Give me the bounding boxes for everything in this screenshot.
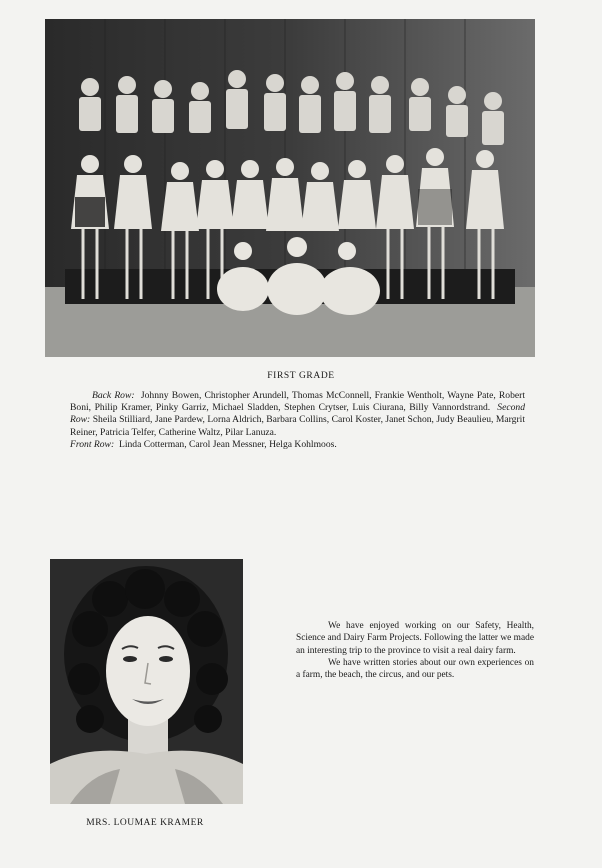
front-row-names: Linda Cotterman, Carol Jean Messner, Helga Kohlmoos. <box>118 438 337 450</box>
class-note <box>296 620 534 681</box>
class-roster <box>70 390 525 451</box>
class-note-paragraph-1: We have enjoyed working on our Safety, Health, Science and Dairy Farm Projects. Following the latter we made an interesting trip to the province to visit a real dairy farm. <box>296 621 534 656</box>
class-note-paragraph-2: We have written stories about our own experiences on a farm, the beach, the circus, and our pets. <box>296 657 534 681</box>
second-row-names: Sheila Stilliard, Jane Pardew, Lorna Aldrich, Barbara Collins, Carol Koster, Janet Schon, Judy Beaulieu, Margrit Reiner, Patricia Telfer, Catherine Waltz, Pilar Lanuza. <box>70 414 525 438</box>
second-row-label: Second Row: <box>70 402 525 426</box>
teacher-portrait <box>50 559 243 804</box>
class-group-photo <box>45 19 535 357</box>
class-photo-title: FIRST GRADE <box>267 371 335 381</box>
teacher-name-caption: MRS. LOUMAE KRAMER <box>86 818 204 828</box>
front-row-label: Front Row: <box>70 438 115 450</box>
back-row-label: Back Row: <box>92 390 135 401</box>
back-row-names: Johnny Bowen, Christopher Arundell, Thomas McConnell, Frankie Wentholt, Wayne Pate, Robert Boni, Philip Kramer, Pinky Garriz, Michael Sladden, Stephen Crytser, Luis Ciurana, Billy Vannordstrand. <box>70 390 526 414</box>
